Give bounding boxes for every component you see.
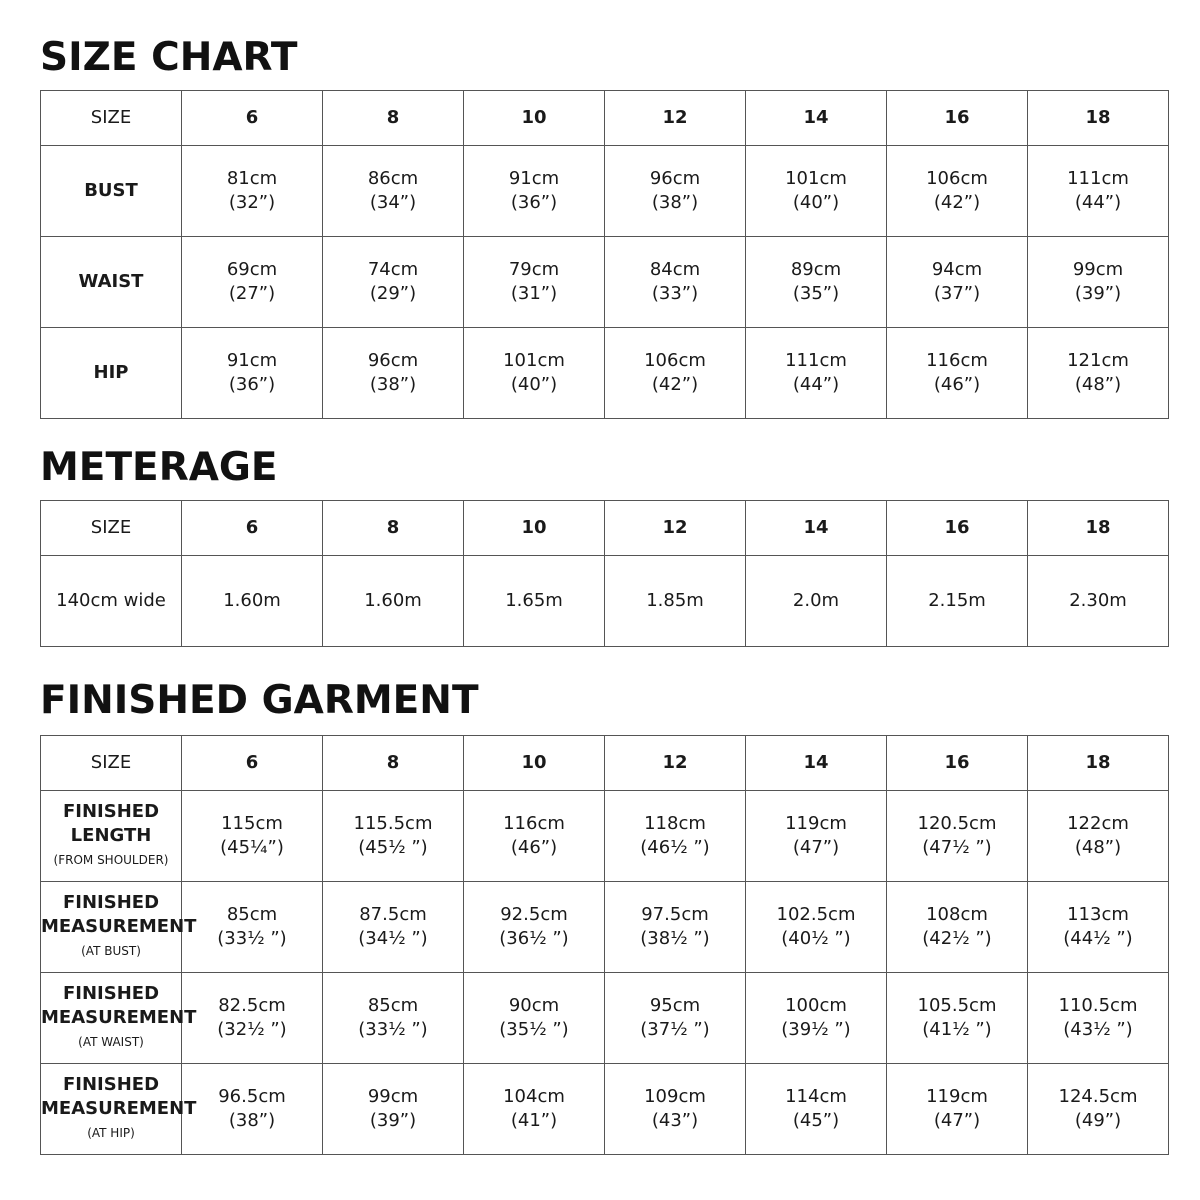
- row-label-hip: HIP: [41, 328, 182, 419]
- size-18-header: 18: [1028, 501, 1169, 556]
- size-18-header: 18: [1028, 91, 1169, 146]
- table-cell: 81cm (32”): [182, 146, 323, 237]
- table-cell: 118cm (46½ ”): [605, 791, 746, 882]
- table-cell: 109cm (43”): [605, 1064, 746, 1155]
- row-label-finished-hip: FINISHED MEASUREMENT (AT HIP): [41, 1064, 182, 1155]
- table-cell: 106cm (42”): [887, 146, 1028, 237]
- table-cell: 92.5cm (36½ ”): [464, 882, 605, 973]
- table-cell: 113cm (44½ ”): [1028, 882, 1169, 973]
- size-10-header: 10: [464, 91, 605, 146]
- size-8-header: 8: [323, 91, 464, 146]
- table-cell: 96cm (38”): [605, 146, 746, 237]
- table-cell: 96.5cm (38”): [182, 1064, 323, 1155]
- table-row-finished-waist: [41, 973, 1169, 1064]
- size-6-header: 6: [182, 91, 323, 146]
- table-cell: 115.5cm (45½ ”): [323, 791, 464, 882]
- table-cell: 97.5cm (38½ ”): [605, 882, 746, 973]
- table-cell: 2.0m: [746, 556, 887, 647]
- meterage-header-row: [41, 501, 1169, 556]
- size-8-header: 8: [323, 501, 464, 556]
- table-cell: 101cm (40”): [464, 328, 605, 419]
- size-14-header: 14: [746, 91, 887, 146]
- table-cell: 74cm (29”): [323, 237, 464, 328]
- table-cell: 85cm (33½ ”): [182, 882, 323, 973]
- size-header-label: SIZE: [41, 91, 182, 146]
- table-cell: 86cm (34”): [323, 146, 464, 237]
- size-16-header: 16: [887, 91, 1028, 146]
- table-cell: 90cm (35½ ”): [464, 973, 605, 1064]
- finished-garment-header-row: [41, 736, 1169, 791]
- table-cell: 101cm (40”): [746, 146, 887, 237]
- table-cell: 104cm (41”): [464, 1064, 605, 1155]
- finished-garment-table: [40, 735, 1169, 1155]
- row-label-finished-waist: FINISHED MEASUREMENT (AT WAIST): [41, 973, 182, 1064]
- size-header-label: SIZE: [41, 501, 182, 556]
- table-cell: 87.5cm (34½ ”): [323, 882, 464, 973]
- size-12-header: 12: [605, 501, 746, 556]
- table-cell: 91cm (36”): [182, 328, 323, 419]
- table-row-finished-bust: [41, 882, 1169, 973]
- table-cell: 110.5cm (43½ ”): [1028, 973, 1169, 1064]
- table-cell: 106cm (42”): [605, 328, 746, 419]
- size-chart-title: SIZE CHART: [40, 35, 298, 80]
- table-cell: 2.30m: [1028, 556, 1169, 647]
- table-cell: 119cm (47”): [746, 791, 887, 882]
- table-cell: 116cm (46”): [887, 328, 1028, 419]
- table-cell: 111cm (44”): [746, 328, 887, 419]
- table-cell: 99cm (39”): [323, 1064, 464, 1155]
- table-cell: 2.15m: [887, 556, 1028, 647]
- table-cell: 116cm (46”): [464, 791, 605, 882]
- row-label-finished-bust: FINISHED MEASUREMENT (AT BUST): [41, 882, 182, 973]
- size-10-header: 10: [464, 736, 605, 791]
- size-14-header: 14: [746, 501, 887, 556]
- size-12-header: 12: [605, 736, 746, 791]
- size-18-header: 18: [1028, 736, 1169, 791]
- table-cell: 99cm (39”): [1028, 237, 1169, 328]
- table-row-hip: [41, 328, 1169, 419]
- size-6-header: 6: [182, 736, 323, 791]
- size-chart-header-row: [41, 91, 1169, 146]
- size-8-header: 8: [323, 736, 464, 791]
- table-cell: 85cm (33½ ”): [323, 973, 464, 1064]
- table-row-finished-length: [41, 791, 1169, 882]
- table-cell: 122cm (48”): [1028, 791, 1169, 882]
- table-cell: 1.60m: [323, 556, 464, 647]
- meterage-table: [40, 500, 1169, 647]
- row-label-finished-length: FINISHED LENGTH (FROM SHOULDER): [41, 791, 182, 882]
- row-label-bust: BUST: [41, 146, 182, 237]
- table-cell: 100cm (39½ ”): [746, 973, 887, 1064]
- size-16-header: 16: [887, 736, 1028, 791]
- meterage-title: METERAGE: [40, 445, 278, 490]
- size-12-header: 12: [605, 91, 746, 146]
- table-row-finished-hip: [41, 1064, 1169, 1155]
- table-cell: 82.5cm (32½ ”): [182, 973, 323, 1064]
- size-header-label: SIZE: [41, 736, 182, 791]
- table-row-bust: [41, 146, 1169, 237]
- table-cell: 91cm (36”): [464, 146, 605, 237]
- table-cell: 1.60m: [182, 556, 323, 647]
- size-14-header: 14: [746, 736, 887, 791]
- table-cell: 89cm (35”): [746, 237, 887, 328]
- table-row-waist: [41, 237, 1169, 328]
- table-cell: 102.5cm (40½ ”): [746, 882, 887, 973]
- table-cell: 79cm (31”): [464, 237, 605, 328]
- size-16-header: 16: [887, 501, 1028, 556]
- table-cell: 120.5cm (47½ ”): [887, 791, 1028, 882]
- table-cell: 94cm (37”): [887, 237, 1028, 328]
- table-cell: 124.5cm (49”): [1028, 1064, 1169, 1155]
- finished-garment-title: FINISHED GARMENT: [40, 678, 479, 723]
- row-label-waist: WAIST: [41, 237, 182, 328]
- table-cell: 84cm (33”): [605, 237, 746, 328]
- table-row-140cm-wide: [41, 556, 1169, 647]
- table-cell: 95cm (37½ ”): [605, 973, 746, 1064]
- table-cell: 114cm (45”): [746, 1064, 887, 1155]
- size-10-header: 10: [464, 501, 605, 556]
- size-chart-table: [40, 90, 1169, 419]
- size-6-header: 6: [182, 501, 323, 556]
- table-cell: 105.5cm (41½ ”): [887, 973, 1028, 1064]
- table-cell: 108cm (42½ ”): [887, 882, 1028, 973]
- table-cell: 1.65m: [464, 556, 605, 647]
- table-cell: 96cm (38”): [323, 328, 464, 419]
- table-cell: 69cm (27”): [182, 237, 323, 328]
- table-cell: 119cm (47”): [887, 1064, 1028, 1155]
- table-cell: 111cm (44”): [1028, 146, 1169, 237]
- table-cell: 121cm (48”): [1028, 328, 1169, 419]
- table-cell: 115cm (45¼”): [182, 791, 323, 882]
- row-label-fabric-width: 140cm wide: [41, 556, 182, 647]
- table-cell: 1.85m: [605, 556, 746, 647]
